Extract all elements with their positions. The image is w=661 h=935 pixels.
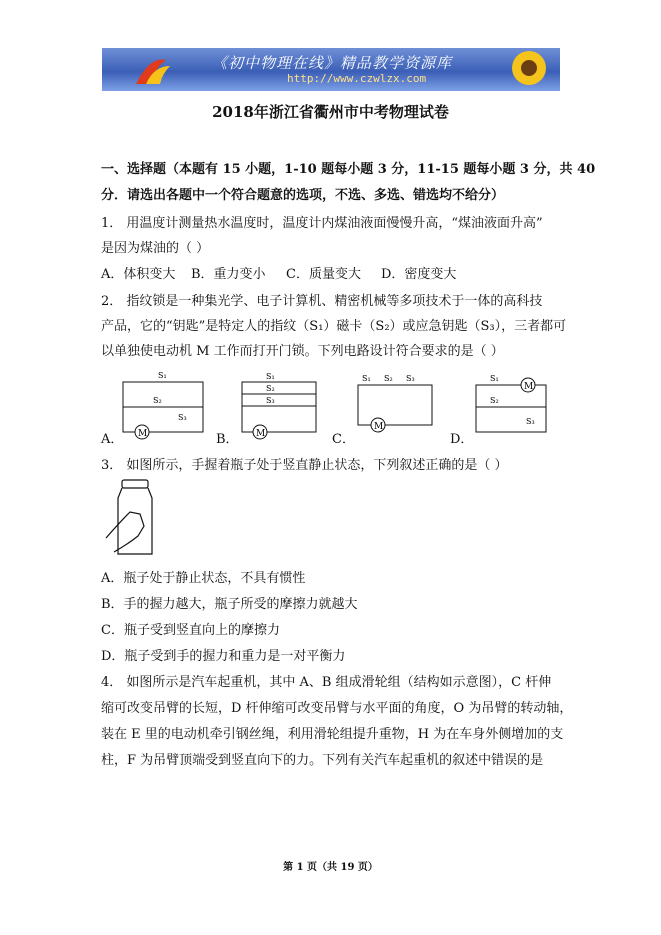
circuit-diagram-d xyxy=(468,370,558,440)
switch-s3-label: S₃ xyxy=(526,417,535,426)
question-1-option-b: B．重力变小 xyxy=(191,267,266,282)
switch-s2-label: S₂ xyxy=(384,374,393,383)
banner-title: 《初中物理在线》精品教学资源库 xyxy=(212,54,453,72)
question-3-line1: 3． 如图所示，手握着瓶子处于竖直静止状态，下列叙述正确的是（ ） xyxy=(101,458,508,473)
switch-s3-label: S₃ xyxy=(266,396,275,405)
question-4-line1: 4． 如图所示是汽车起重机，其中 A、B 组成滑轮组（结构如示意图），C 杆伸 xyxy=(101,675,552,690)
question-1-option-a: A．体积变大 xyxy=(101,267,176,282)
question-1-option-d: D．密度变大 xyxy=(381,267,457,282)
question-3-option-b: B．手的握力越大，瓶子所受的摩擦力就越大 xyxy=(101,597,358,612)
logo-icon xyxy=(132,54,172,87)
section-heading-line1: 一、选择题（本题有 15 小题，1-10 题每小题 3 分，11-15 题每小题 3 分，共 40 xyxy=(101,162,596,177)
page-title: 2018年浙江省衢州市中考物理试卷 xyxy=(212,103,449,121)
question-4-line2: 缩可改变吊臂的长短，D 杆伸缩可改变吊臂与水平面的角度，O 为吊臂的转动轴， xyxy=(101,701,573,716)
switch-s1-label: S₁ xyxy=(490,374,499,383)
question-2-option-c: C． xyxy=(332,432,355,447)
banner-url: http://www.czwlzx.com xyxy=(287,72,427,85)
question-3-option-d: D．瓶子受到手的握力和重力是一对平衡力 xyxy=(101,649,346,664)
question-2-line2: 产品，它的“钥匙”是特定人的指纹（S₁）磁卡（S₂）或应急钥匙（S₃），三者都可 xyxy=(101,319,567,334)
question-2-option-d: D． xyxy=(450,432,474,447)
motor-label: M xyxy=(138,429,148,439)
question-3-option-c: C．瓶子受到竖直向上的摩擦力 xyxy=(101,623,280,638)
question-2-option-a: A． xyxy=(101,432,124,447)
motor-label: M xyxy=(524,382,534,392)
circuit-diagram-b xyxy=(234,370,324,440)
motor-label: M xyxy=(374,422,384,432)
switch-s2-label: S₂ xyxy=(266,384,275,393)
question-2-line1: 2． 指纹锁是一种集光学、电子计算机、精密机械等多项技术于一体的高科技 xyxy=(101,294,543,309)
switch-s1-label: S₁ xyxy=(158,371,167,380)
hand-holding-bottle-figure xyxy=(100,478,170,558)
question-1-line2: 是因为煤油的（ ） xyxy=(101,241,210,256)
circuit-diagram-c xyxy=(350,370,440,440)
page-number: 第 1 页（共 19 页） xyxy=(283,862,378,873)
switch-s2-label: S₂ xyxy=(490,396,499,405)
switch-s1-label: S₁ xyxy=(266,372,275,381)
motor-label: M xyxy=(256,429,266,439)
question-2-line3: 以单独使电动机 M 工作而打开门锁。下列电路设计符合要求的是（ ） xyxy=(101,344,504,359)
switch-s1-label: S₁ xyxy=(362,374,371,383)
question-1-option-c: C．质量变大 xyxy=(286,267,361,282)
switch-s3-label: S₃ xyxy=(178,413,187,422)
circuit-diagram-a xyxy=(118,370,208,440)
sunflower-icon xyxy=(497,48,557,91)
question-3-option-a: A．瓶子处于静止状态，不具有惯性 xyxy=(101,571,306,586)
question-1-line1: 1． 用温度计测量热水温度时，温度计内煤油液面慢慢升高，“煤油液面升高” xyxy=(101,216,543,231)
question-4-line4: 柱，F 为吊臂顶端受到竖直向下的力。下列有关汽车起重机的叙述中错误的是 xyxy=(101,753,544,768)
question-2-option-b: B． xyxy=(216,432,239,447)
switch-s3-label: S₃ xyxy=(406,374,415,383)
header-banner xyxy=(102,48,560,91)
section-heading-line2: 分．请选出各题中一个符合题意的选项，不选、多选、错选均不给分） xyxy=(101,188,505,203)
switch-s2-label: S₂ xyxy=(153,396,162,405)
question-4-line3: 装在 E 里的电动机牵引钢丝绳，利用滑轮组提升重物，H 为在车身外侧增加的支 xyxy=(101,727,564,742)
